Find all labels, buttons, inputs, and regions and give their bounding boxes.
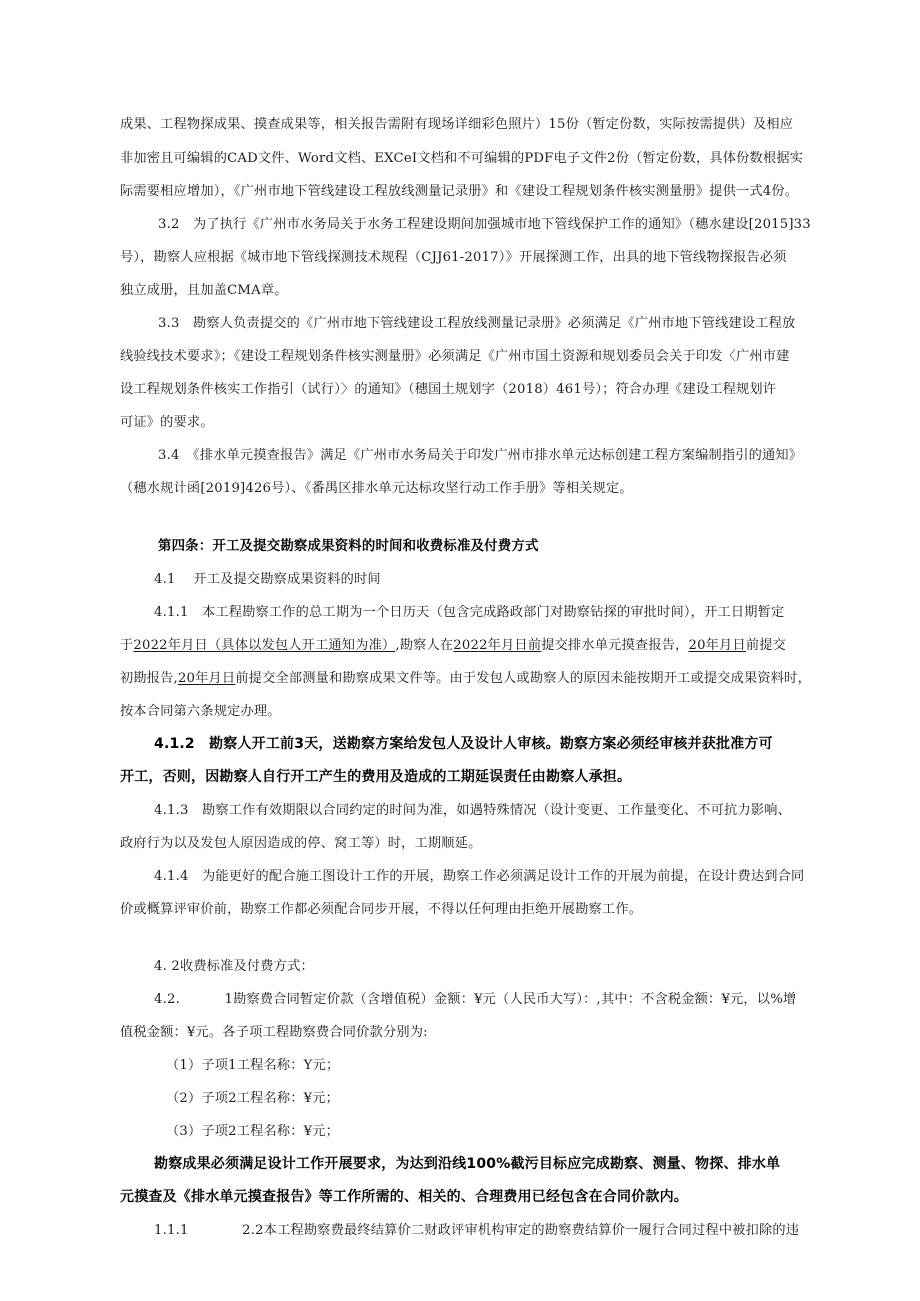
clause-4-1-4-line: 价或概算评审价前，勘察工作都必须配合同步开展，不得以任何理由拒绝开展勘察工作。 (120, 902, 643, 917)
clause-3-2-line: 3.2 为了执行《广州市水务局关于水务工程建设期间加强城市地下管线保护工作的通知》（穗水建设[2015]33 (158, 217, 811, 232)
text: 前提交全部测量和勘察成果文件等。由于发包人或勘察人的原因未能按期开工或提交成果资料时， (235, 671, 811, 686)
clause-4-1-3-line: 4.1.3 勘察工作有效期限以合同约定的时间为准，如遇特殊情况（设计变更、工作量变化、不可抗力影响、 (154, 803, 791, 818)
bold-note-line: 元摸查及《排水单元摸查报告》等工作所需的、相关的、合理费用已经包含在合同价款内。 (120, 1189, 688, 1205)
clause-3-3-line: 设工程规划条件核实工作指引（试行）〉的通知》（穗国土规划字（2018）461号）；符合办理《建设工程规划许 (120, 382, 777, 397)
list-item: （2）子项2工程名称：¥元； (166, 1091, 340, 1106)
text: 前提交 (745, 638, 786, 653)
final-date-field: 20年月日 (177, 671, 236, 686)
clause-4-1-2-line: 4.1.2 勘察人开工前3天，送勘察方案给发包人及设计人审核。勘察方案必须经审核并获批准方可 (154, 736, 773, 752)
clause-4-1-1-line (120, 667, 811, 686)
clause-4-1-1-line (120, 634, 786, 653)
text: 于 (120, 638, 134, 653)
bold-note-line: 勘察成果必须满足设计工作开展要求，为达到沿线100%截污目标应完成勘察、测量、物探、排水单 (154, 1156, 781, 1172)
text: 初勘报告, (120, 671, 178, 686)
clause-4-2-1-line: 值税金额：¥元。各子项工程勘察费合同价款分别为: (120, 1025, 428, 1040)
text: ,勘察人在 (395, 638, 454, 653)
clause-4-2-heading: 4. 2收费标准及付费方式： (154, 959, 314, 974)
clause-4-1-4-line: 4.1.4 为能更好的配合施工图设计工作的开展，勘察工作必须满足设计工作的开展为前提，在设计费达到合同 (154, 869, 805, 884)
clause-3-4-line: 3.4 《排水单元摸查报告》满足《广州市水务局关于印发广州市排水单元达标创建工程方案编制指引的通知》 (158, 448, 803, 463)
text: 提交排水单元摸查报告， (541, 638, 689, 653)
clause-4-1-2-line: 开工，否则，因勘察人自行开工产生的费用及造成的工期延误责任由勘察人承担。 (120, 769, 632, 785)
clause-4-1-1-line: 4.1.1 本工程勘察工作的总工期为一个日历天（包含完成路政部门对勘察钻探的审批时间），开工日期暂定 (154, 605, 785, 620)
para-continuation-line: 非加密且可编辑的CAD文件、Word文档、EXCeI文档和不可编辑的PDF电子文件2份（暂定份数，具体份数根据实 (120, 151, 804, 166)
clause-4-1-1-line: 按本合同第六条规定办理。 (120, 704, 281, 719)
clause-4-1-heading: 4.1 开工及提交勘察成果资料的时间 (154, 572, 381, 587)
section-4-heading: 第四条：开工及提交勘察成果资料的时间和收费标准及付费方式 (158, 539, 539, 554)
start-date-field: 2022年月日（具体以发包人开工通知为准） (133, 638, 396, 653)
initial-report-date-field: 20年月日 (688, 638, 746, 653)
clause-4-1-3-line: 政府行为以及发包人原因造成的停、窝工等）时，工期顺延。 (120, 836, 482, 851)
list-item: （3）子项2工程名称：¥元； (166, 1124, 340, 1139)
clause-3-2-line: 独立成册，且加盖CMA章。 (120, 283, 288, 298)
clause-3-3-line: 可证》的要求。 (120, 415, 214, 430)
para-continuation-line: 成果、工程物探成果、摸查成果等，相关报告需附有现场详细彩色照片）15份（暂定份数，实际按需提供）及相应 (120, 117, 794, 132)
clause-4-2-1-line: 4.2. 1勘察费合同暂定价款（含增值税）金额：¥元（人民币大写）：,其中：不含税金额：¥元，以%增 (154, 992, 797, 1007)
para-continuation-line: 际需要相应增加），《广州市地下管线建设工程放线测量记录册》和《建设工程规划条件核实测量册》提供一式4份。 (120, 184, 799, 199)
clause-3-2-line: 号），勘察人应根据《城市地下管线探测技术规程（CJJ61-2017）》开展探测工作，出具的地下管线物探报告必须 (120, 250, 787, 265)
clause-3-4-line: （穗水规计函[2019]426号）、《番禺区排水单元达标攻坚行动工作手册》等相关规定。 (120, 481, 633, 496)
clause-3-3-line: 3.3 勘察人负责提交的《广州市地下管线建设工程放线测量记录册》必须满足《广州市地下管线建设工程放 (158, 316, 796, 331)
clause-3-3-line: 线验线技术要求》；《建设工程规划条件核实测量册》必须满足《广州市国土资源和规划委员会关于印发〈广州市建 (120, 349, 790, 364)
list-item: （1）子项1工程名称：Y元； (166, 1058, 340, 1073)
report-date-field: 2022年月日前 (453, 638, 542, 653)
clause-1-1-1-line: 1.1.1 2.2本工程勘察费最终结算价二财政评审机构审定的勘察费结算价一履行合同过程中被扣除的违 (154, 1223, 800, 1238)
